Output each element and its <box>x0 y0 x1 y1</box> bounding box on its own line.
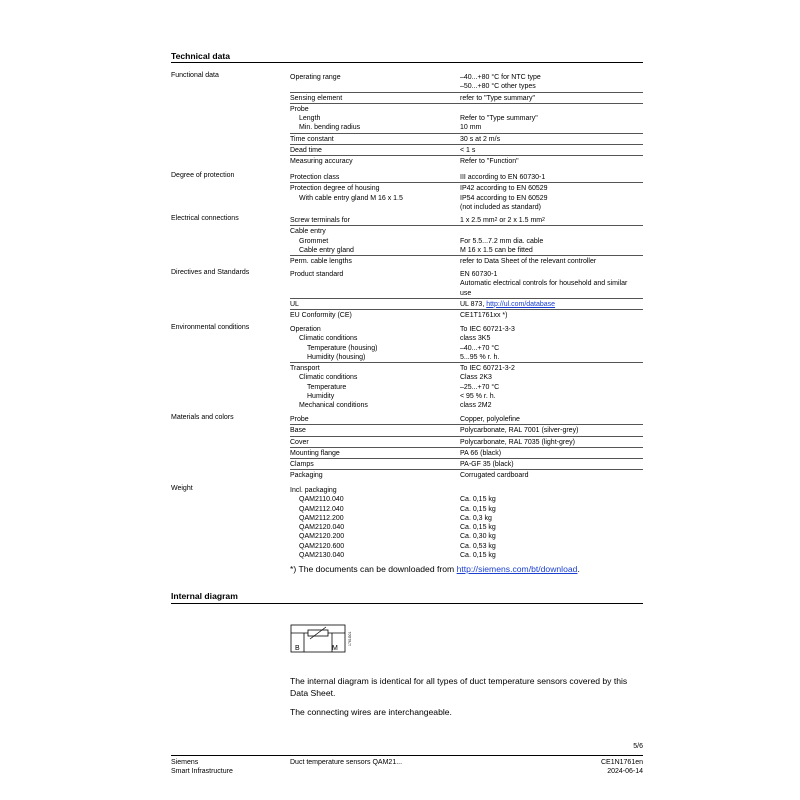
spec-label <box>290 73 460 92</box>
spec-value-line: UL 873, http://ul.com/database <box>460 300 556 308</box>
spec-label-line: EU Conformity (CE) <box>290 312 352 320</box>
spec-value-line <box>460 105 643 114</box>
spec-label-line: Packaging <box>290 472 323 480</box>
spec-value-line: –50...+80 °C other types <box>460 83 536 91</box>
spec-label-line: Temperature <box>307 383 347 391</box>
spec-value-line: –40...+70 °C <box>460 344 500 352</box>
spec-label-line: Climatic conditions <box>299 374 358 382</box>
spec-value-line: EN 60730-1 <box>460 271 498 278</box>
spec-value <box>460 270 643 298</box>
spec-value <box>460 438 643 447</box>
diagram-paragraph-1: The internal diagram is identical for all types of duct temperature sensors covered by this Data Sheet. <box>290 676 628 698</box>
spec-row <box>290 324 643 362</box>
spec-label <box>290 449 460 458</box>
spec-value-line: IP54 according to EN 60529 <box>460 194 548 202</box>
spec-value <box>460 415 643 424</box>
spec-label-line: Measuring accuracy <box>290 158 353 166</box>
spec-value-line: Ca. 0,3 kg <box>460 514 492 522</box>
spec-value-line: Refer to "Type summary" <box>460 115 538 123</box>
spec-value-line: Ca. 0,53 kg <box>460 542 496 550</box>
spec-label <box>290 146 460 155</box>
section-label: Environmental conditions <box>171 324 250 331</box>
spec-value-line: < 95 % r. h. <box>460 393 496 401</box>
spec-value <box>460 94 643 103</box>
spec-value <box>460 364 643 410</box>
spec-value <box>460 325 643 362</box>
section-label: Materials and colors <box>171 414 234 421</box>
spec-value-line: Polycarbonate, RAL 7035 (light-grey) <box>460 438 575 446</box>
section-label: Directives and Standards <box>171 269 250 276</box>
spec-value-line: Class 2K3 <box>460 374 492 382</box>
spec-value-line: To IEC 60721-3-3 <box>460 326 515 333</box>
spec-value <box>460 73 643 92</box>
spec-value-line: Ca. 0,15 kg <box>460 496 496 504</box>
spec-label-line: Perm. cable lengths <box>290 258 352 266</box>
spec-label <box>290 415 460 424</box>
spec-label-line: Cable entry gland <box>299 246 354 254</box>
spec-label <box>290 426 460 435</box>
spec-value-line: Ca. 0,15 kg <box>460 524 496 532</box>
spec-label-line: Cover <box>290 438 309 446</box>
spec-value-line: Corrugated cardboard <box>460 472 529 480</box>
spec-row <box>290 225 643 255</box>
internal-diagram <box>290 620 360 656</box>
spec-label-line: Dead time <box>290 147 322 155</box>
spec-label <box>290 460 460 469</box>
spec-label <box>290 270 460 298</box>
spec-label-line: With cable entry gland M 16 x 1.5 <box>299 194 403 202</box>
spec-row <box>290 436 643 447</box>
spec-row <box>290 155 643 166</box>
spec-value-line: To IEC 60721-3-2 <box>460 365 515 373</box>
spec-value-line: Automatic electrical controls for household and similar <box>460 280 628 288</box>
spec-row <box>290 72 643 92</box>
spec-value-line: Ca. 0,15 kg <box>460 505 496 513</box>
spec-label-line: Mounting flange <box>290 449 340 457</box>
diagram-code: 1761G01 <box>348 631 352 646</box>
spec-label-line: Protection degree of housing <box>290 185 380 193</box>
spec-value <box>460 173 643 182</box>
spec-label <box>290 364 460 410</box>
spec-group <box>290 215 643 266</box>
spec-value <box>460 157 643 166</box>
section-label: Degree of protection <box>171 172 235 179</box>
spec-row <box>290 144 643 155</box>
spec-value-line: refer to Data Sheet of the relevant controller <box>460 258 597 266</box>
spec-label-line: Length <box>299 115 321 123</box>
spec-label-line: QAM2120.200 <box>299 533 345 541</box>
spec-label <box>290 184 460 212</box>
spec-value <box>460 486 643 560</box>
spec-value-line: 1 x 2.5 $mm^2$ or 2 x 1.5 $mm^2$ <box>460 217 545 224</box>
spec-value-line: use <box>460 289 472 297</box>
spec-label <box>290 486 460 560</box>
spec-value-line <box>460 227 643 236</box>
spec-label-line: UL <box>290 300 299 308</box>
spec-label-line: Clamps <box>290 461 314 469</box>
spec-label-line: Base <box>290 427 306 435</box>
spec-row <box>290 92 643 103</box>
spec-value <box>460 449 643 458</box>
spec-label-line: Operation <box>290 326 321 333</box>
spec-value-line: M 16 x 1.5 can be fitted <box>460 246 533 254</box>
spec-value-line: Refer to "Function" <box>460 158 519 166</box>
spec-value <box>460 471 643 480</box>
spec-label-line: QAM2110.040 <box>299 496 344 504</box>
spec-group <box>290 172 643 212</box>
spec-value-line: class 3K5 <box>460 335 491 343</box>
spec-value-line: –40...+80 °C for NTC type <box>460 74 541 81</box>
spec-label-line: QAM2130.040 <box>299 552 345 560</box>
spec-value-line: PA-GF 35 (black) <box>460 461 514 469</box>
spec-value-line: (not included as standard) <box>460 203 541 211</box>
spec-row <box>290 309 643 320</box>
spec-label-line: Humidity (housing) <box>307 353 366 361</box>
spec-value-line: 30 s at 2 m/s <box>460 135 501 143</box>
section-label: Electrical connections <box>171 215 239 222</box>
spec-label <box>290 471 460 480</box>
ul-database-link[interactable]: http://ul.com/database <box>486 300 556 308</box>
spec-row <box>290 485 643 560</box>
spec-row <box>290 424 643 435</box>
spec-label-line: Time constant <box>290 135 334 143</box>
spec-group <box>290 269 643 320</box>
spec-label <box>290 227 460 255</box>
spec-row <box>290 447 643 458</box>
spec-row <box>290 103 643 133</box>
spec-label-line: QAM2120.600 <box>299 542 345 550</box>
spec-label <box>290 216 460 225</box>
spec-value <box>460 216 643 225</box>
spec-row <box>290 269 643 298</box>
spec-row <box>290 362 643 410</box>
spec-row <box>290 172 643 182</box>
spec-label-line: Product standard <box>290 271 344 278</box>
spec-label <box>290 438 460 447</box>
spec-label-line: Temperature (housing) <box>307 344 378 352</box>
footer-doc-info: CE1N1761en 2024-06-14 <box>600 759 643 775</box>
heading-technical-data: Technical data <box>171 51 231 61</box>
section-label: Functional data <box>171 72 219 79</box>
spec-value <box>460 257 643 266</box>
spec-row <box>290 182 643 212</box>
spec-label-line: QAM2120.040 <box>299 524 345 532</box>
page-number: 5/6 <box>633 743 643 750</box>
spec-label-line: Transport <box>290 365 320 373</box>
spec-row <box>290 215 643 225</box>
spec-label-line: Sensing element <box>290 94 343 102</box>
spec-label-line: Probe <box>290 416 309 423</box>
spec-label-line: Incl. packaging <box>290 487 337 494</box>
spec-label-line: Screw terminals for <box>290 217 350 224</box>
spec-value-line: For 5.5...7.2 mm dia. cable <box>460 237 544 245</box>
spec-value-line: IP42 according to EN 60529 <box>460 185 548 193</box>
spec-value-line: Copper, polyolefine <box>460 416 520 423</box>
spec-value-line: refer to "Type summary" <box>460 94 535 102</box>
spec-label-line: QAM2112.040 <box>299 505 344 513</box>
spec-group <box>290 72 643 167</box>
spec-value-line: 5...95 % r. h. <box>460 353 500 361</box>
spec-label-line: Protection class <box>290 174 340 181</box>
spec-value-line: III according to EN 60730-1 <box>460 174 546 181</box>
spec-value <box>460 184 643 212</box>
spec-label-line: Climatic conditions <box>299 335 358 343</box>
spec-label <box>290 257 460 266</box>
spec-label <box>290 325 460 362</box>
footer-rule <box>171 755 643 756</box>
spec-label-line: Humidity <box>307 393 335 401</box>
spec-label-line: Mechanical conditions <box>299 402 368 410</box>
spec-value-line: 10 mm <box>460 124 482 132</box>
footer-title: Duct temperature sensors QAM21... <box>290 759 403 766</box>
spec-value <box>460 460 643 469</box>
spec-value <box>460 426 643 435</box>
terminal-b-label: B <box>295 645 300 652</box>
spec-label-line: Min. bending radius <box>299 124 361 132</box>
spec-row <box>290 298 643 309</box>
spec-value <box>460 105 643 133</box>
spec-group <box>290 324 643 411</box>
spec-label-line: Cable entry <box>290 228 326 236</box>
spec-value-line: < 1 s <box>460 147 476 155</box>
spec-label-line: Operating range <box>290 74 341 81</box>
spec-label-line: Grommet <box>299 237 329 245</box>
spec-row <box>290 458 643 469</box>
heading-internal-diagram: Internal diagram <box>171 591 238 601</box>
spec-label <box>290 105 460 133</box>
spec-value <box>460 227 643 255</box>
diagram-paragraph-2: The connecting wires are interchangeable. <box>290 707 452 717</box>
heading-rule <box>171 62 643 63</box>
spec-row <box>290 133 643 144</box>
spec-value-line: PA 66 (black) <box>460 449 502 457</box>
spec-value <box>460 311 643 320</box>
section-label: Weight <box>171 485 193 492</box>
spec-value-line: Polycarbonate, RAL 7001 (silver-grey) <box>460 427 579 435</box>
spec-label <box>290 157 460 166</box>
download-note: *) The documents can be downloaded from http://siemens.com/bt/download. <box>290 564 580 574</box>
spec-value-line <box>460 486 643 495</box>
spec-label <box>290 311 460 320</box>
spec-label <box>290 300 460 309</box>
footer-company: Siemens Smart Infrastructure <box>171 759 233 775</box>
spec-group <box>290 414 643 481</box>
spec-label <box>290 173 460 182</box>
spec-value-line: Ca. 0,30 kg <box>460 533 496 541</box>
spec-value <box>460 300 643 309</box>
spec-label <box>290 94 460 103</box>
spec-row <box>290 469 643 480</box>
spec-value-line: –25...+70 °C <box>460 383 500 391</box>
download-link[interactable]: http://siemens.com/bt/download <box>456 564 578 574</box>
spec-label-line: Probe <box>290 105 309 113</box>
spec-label <box>290 135 460 144</box>
spec-value-line: Ca. 0,15 kg <box>460 552 496 560</box>
spec-value-line: CE1T1761xx *) <box>460 312 508 320</box>
spec-value-line: class 2M2 <box>460 402 492 410</box>
spec-value <box>460 135 643 144</box>
spec-label-line: QAM2112.200 <box>299 514 344 522</box>
spec-row <box>290 255 643 266</box>
spec-row <box>290 414 643 424</box>
spec-group <box>290 485 643 560</box>
heading-rule <box>171 603 643 604</box>
spec-value <box>460 146 643 155</box>
terminal-m-label: M <box>332 645 338 652</box>
